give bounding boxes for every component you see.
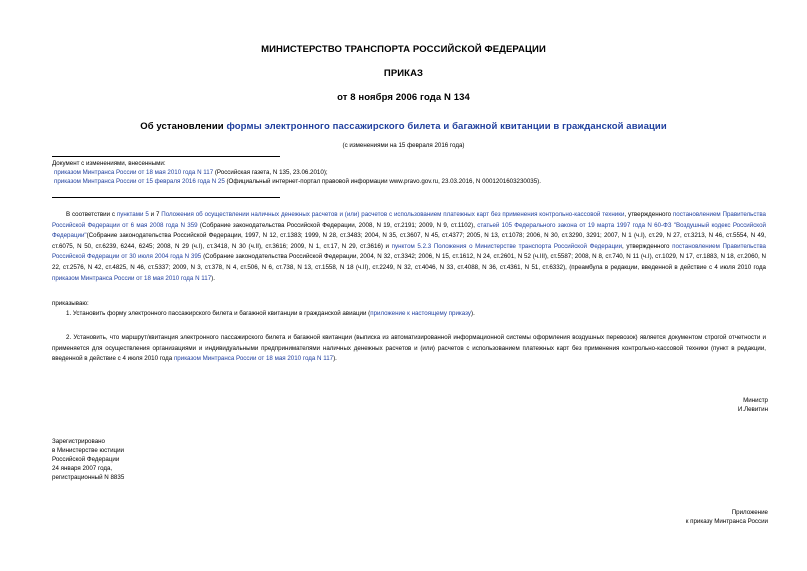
registration-line: Российской Федерации (52, 456, 120, 463)
preamble-text: , утвержденного (624, 211, 673, 218)
changes-item-1-text: (Российская газета, N 135, 23.06.2010); (213, 169, 328, 176)
changes-item-2-text: (Официальный интернет-портал правовой информации www.pravo.gov.ru, 23.03.2016, N 0001201603230035). (224, 178, 541, 185)
doc-type-heading: ПРИКАЗ (383, 68, 424, 79)
order-item-2-end: ). (333, 355, 337, 363)
changes-item-2-link[interactable]: приказом Минтранса России от 15 февраля 2016 года N 25 (54, 178, 225, 185)
preamble-link[interactable]: приказом Минтранса России от 18 мая 2010 года N 117 (52, 274, 212, 282)
document-title (0, 121, 807, 132)
order-item-2-text: 2. Установить, что маршрут/квитанция электронного пассажирского билета и багажной квитанции (выписка из автоматизированной информационной системы оформления воздушных перевозок) является документом строгой отчетности и применяется для осуществления организациями и индивидуальными предпринимателями наличных денежных расчетов и (или) расчетов с использованием платежных карт без применения контрольно-кассовой техники (пункт в редакции, введенной в действие с 4 июля 2010 года (52, 334, 766, 363)
appendix-note (686, 508, 768, 526)
preamble-text: (Собрание законодательства Российской Федерации, 2008, N 19, ст.2191; 2009, N 9, ст.1102), (197, 221, 478, 229)
changes-intro: Документ с изменениями, внесенными: (52, 160, 166, 167)
signature-name: И.Левитин (737, 406, 768, 413)
changes-item-2 (52, 177, 766, 186)
signature-block (738, 396, 768, 414)
registration-line: регистрационный N 8835 (52, 474, 125, 481)
registration-line: в Министерстве юстиции (52, 447, 125, 454)
preamble-text: (Собрание законодательства Российской Федерации, 1997, N 12, ст.1383; 1999, N 28, ст.3483; 2004, N 35, ст.3607, N 45, ст.4377; 2005, N 13, ст.1078; 2006, N 30, ст.3290, 3291; 2007, N 1 (ч.I), ст.29, N 27, ст.3213, N 46, ст.5554, N 49, ст.6075, N 50, ст.6239, 6244, 6245; 2008, N 29 (ч.I), ст.3418, N 30 (ч.II), ст.3616; 2009, N 1, ст.17, N 29, ст.3616) и (52, 232, 766, 250)
preamble-text: , утвержденного (622, 242, 673, 250)
registration-line: 24 января 2007 года, (52, 465, 113, 472)
changes-item-1-link[interactable]: приказом Минтранса России от 18 мая 2010 года N 117 (54, 169, 214, 176)
date-number-heading: от 8 ноября 2006 года N 134 (337, 92, 470, 103)
preamble-paragraph (52, 210, 766, 284)
registration-block (52, 437, 124, 482)
edition-note: (с изменениями на 15 февраля 2016 года) (342, 142, 465, 149)
preamble-link[interactable]: статьей 105 Федерального закона от 19 марта 1997 года N 60-ФЗ "Воздушный кодекс Российской Федерации" (52, 221, 766, 240)
changes-block (52, 159, 766, 186)
title-link[interactable]: формы электронного пассажирского билета и багажной квитанции в гражданской авиации (226, 121, 667, 132)
order-item-1-end: ). (471, 310, 475, 317)
order-item-2-link[interactable]: приказом Минтранса России от 18 мая 2010 года N 117 (173, 355, 334, 363)
preamble-link[interactable]: пунктами 5 (116, 211, 149, 218)
preamble-text: (Собрание законодательства Российской Федерации, 2004, N 32, ст.3342; 2006, N 15, ст.1612, N 24, ст.2601, N 52 (ч.III), ст.5587; 2008, N 8, ст.740, N 11 (ч.I), ст.1029, N 17, ст.1883, N 18, ст.2060, N 22, ст.2576, N 42, ст.4825, N 46, ст.5337; 2009, N 3, ст.378, N 4, ст.506, N 6, ст.738, N 13, ст.1558, N 18 (ч.II), ст.2249, N 32, ст.4046, N 33, ст.4088, N 36, ст.4361, N 51, ст.6332), (преамбула в редакции, введенной в действие с 4 июля 2010 года (52, 253, 766, 271)
appendix-line: к приказу Минтранса России (685, 518, 768, 525)
registration-line: Зарегистрировано (52, 438, 105, 445)
changes-top-divider (52, 156, 280, 157)
appendix-link[interactable]: приложение к настоящему приказу (370, 310, 472, 317)
changes-bottom-divider (52, 197, 280, 198)
order-item-1-text: 1. Установить форму электронного пассажирского билета и багажной квитанции в гражданской авиации ( (66, 310, 371, 317)
preamble-link[interactable]: Положения об осуществлении наличных денежных расчетов и (или) расчетов с использованием платежных карт без применения контрольно-кассовой техники (161, 211, 625, 218)
preamble-text: В соответствии с (66, 211, 117, 218)
ministry-heading: МИНИСТЕРСТВО ТРАНСПОРТА РОССИЙСКОЙ ФЕДЕРАЦИИ (261, 44, 546, 55)
preamble-link[interactable]: постановлением Правительства Российской Федерации от 30 июля 2004 года N 395 (52, 242, 766, 261)
changes-item-1 (52, 168, 766, 177)
signature-position: Министр (743, 397, 768, 404)
preamble-link[interactable]: постановлением Правительства Российской Федерации от 6 мая 2008 года N 359 (52, 211, 766, 229)
order-item-2 (52, 333, 766, 365)
preamble-text: ). (211, 274, 215, 282)
preamble-link[interactable]: пунктом 5.2.3 Положения о Министерстве транспорта Российской Федерации (391, 242, 623, 250)
appendix-line: Приложение (731, 509, 768, 516)
order-intro: приказываю: (52, 300, 89, 307)
order-item-1 (52, 309, 766, 320)
title-prefix: Об установлении (140, 121, 227, 132)
preamble-text: и 7 (148, 211, 162, 218)
